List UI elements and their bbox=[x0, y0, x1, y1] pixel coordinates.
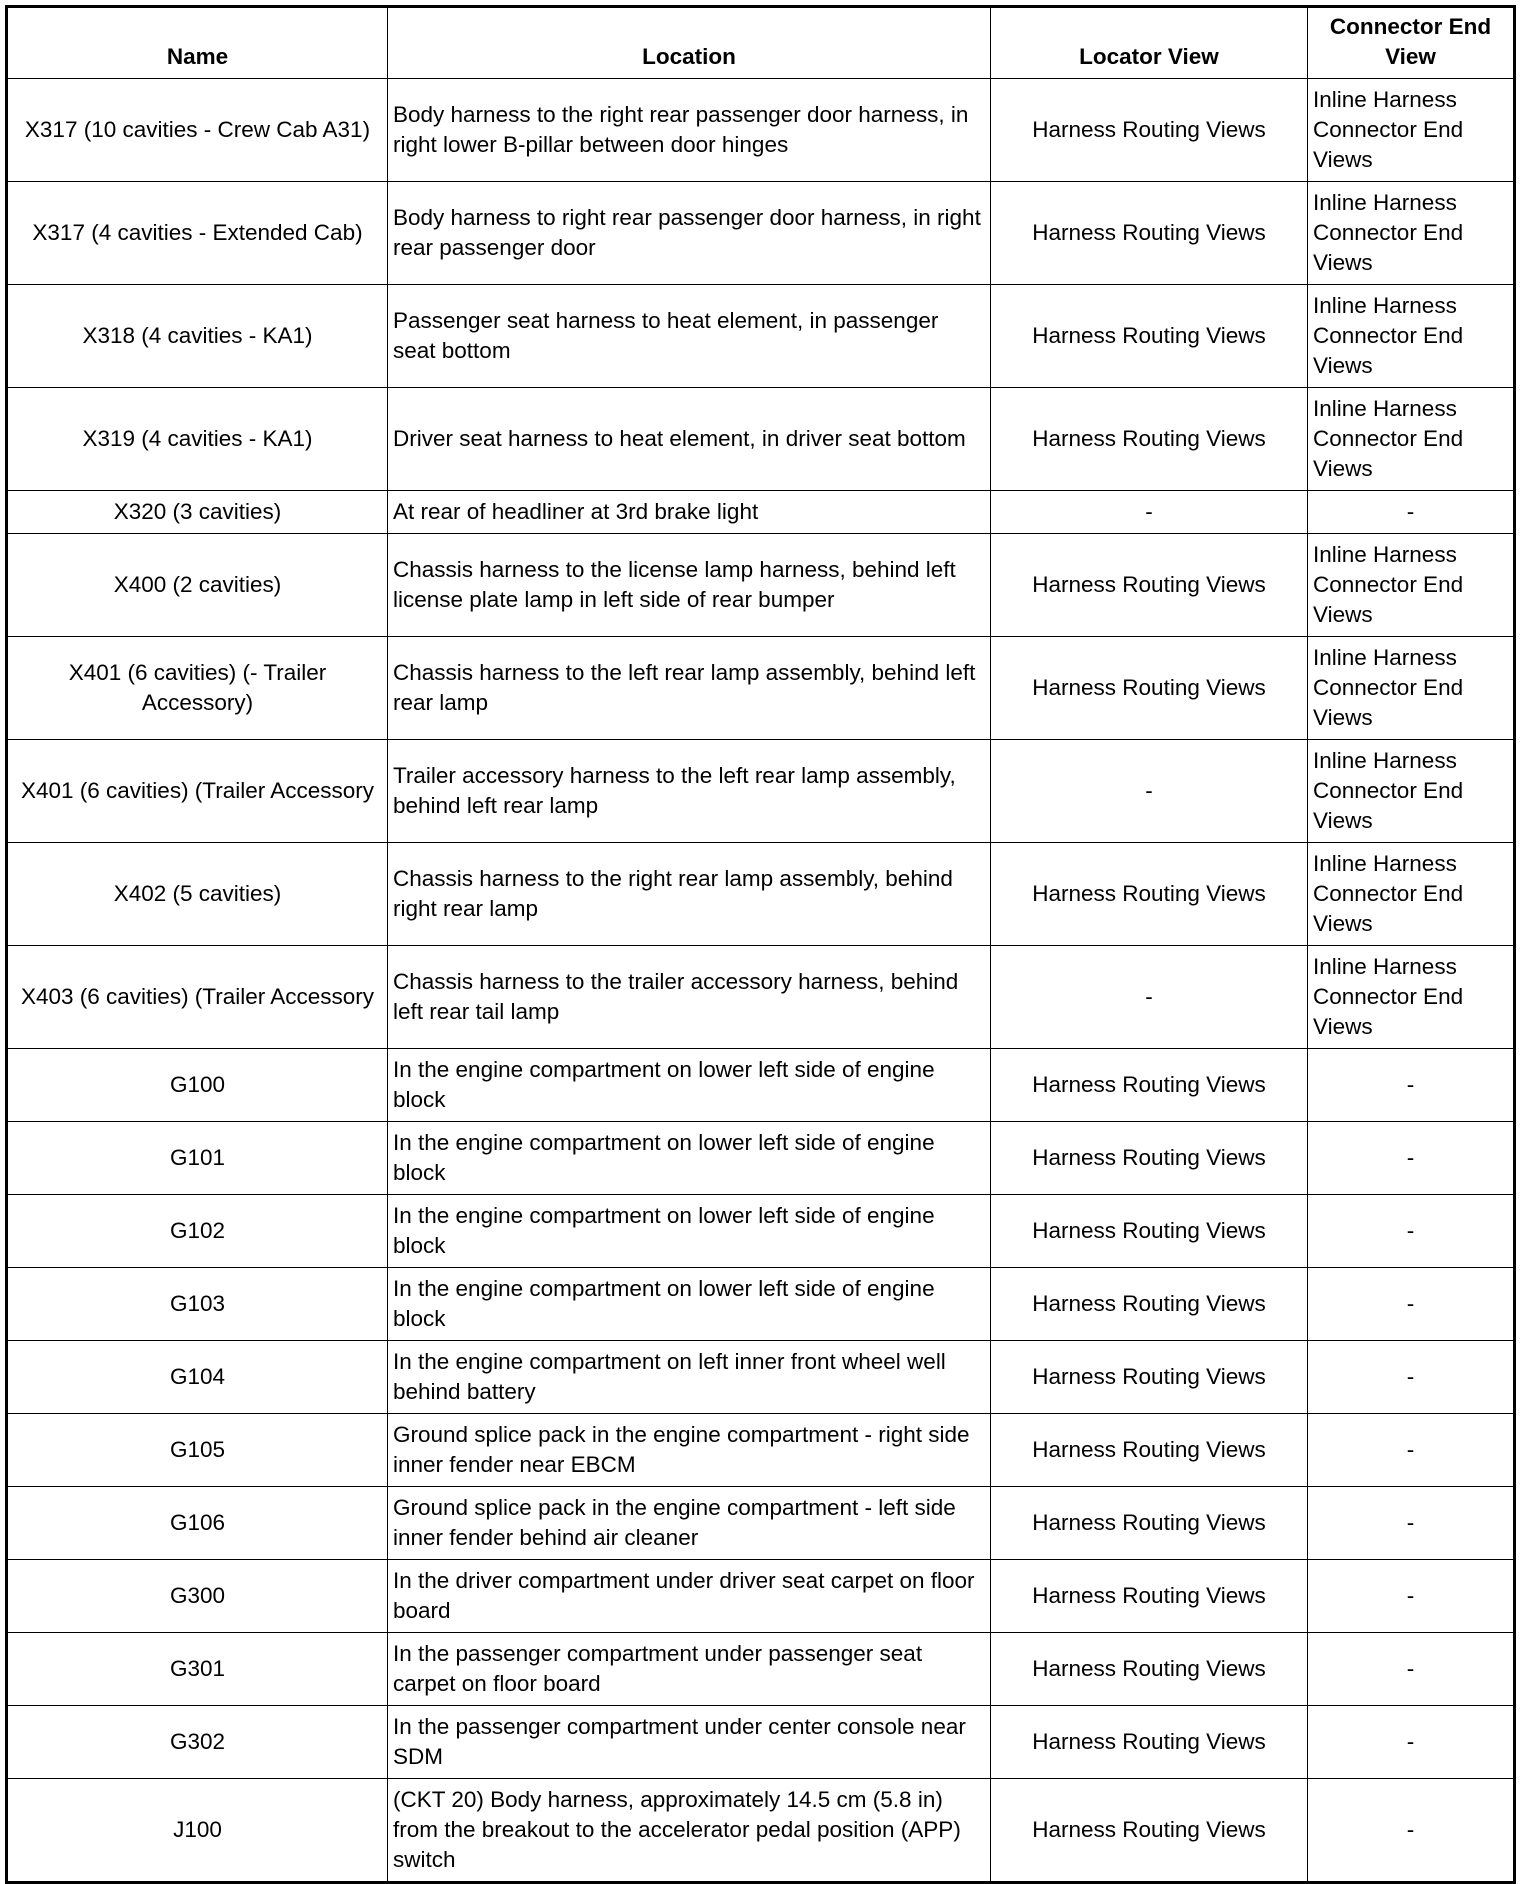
cell-locator-view: Harness Routing Views bbox=[991, 1706, 1308, 1779]
cell-connector-end-view: - bbox=[1308, 1268, 1515, 1341]
table-row bbox=[7, 637, 1515, 740]
cell-connector-end-view: - bbox=[1308, 1122, 1515, 1195]
cell-locator-view: - bbox=[991, 491, 1308, 534]
cell-connector-end-view: Inline Harness Connector End Views bbox=[1308, 740, 1515, 843]
cell-connector-end-view: Inline Harness Connector End Views bbox=[1308, 79, 1515, 182]
cell-location: In the engine compartment on left inner front wheel well behind battery bbox=[388, 1341, 991, 1414]
cell-locator-view: - bbox=[991, 740, 1308, 843]
cell-locator-view: Harness Routing Views bbox=[991, 1341, 1308, 1414]
cell-connector-end-view: - bbox=[1308, 1560, 1515, 1633]
cell-locator-view: Harness Routing Views bbox=[991, 637, 1308, 740]
cell-name: X401 (6 cavities) (Trailer Accessory bbox=[7, 740, 388, 843]
table-row bbox=[7, 1341, 1515, 1414]
cell-location: At rear of headliner at 3rd brake light bbox=[388, 491, 991, 534]
cell-connector-end-view: - bbox=[1308, 491, 1515, 534]
cell-connector-end-view: Inline Harness Connector End Views bbox=[1308, 637, 1515, 740]
cell-locator-view: Harness Routing Views bbox=[991, 843, 1308, 946]
cell-connector-end-view: Inline Harness Connector End Views bbox=[1308, 285, 1515, 388]
table-row bbox=[7, 285, 1515, 388]
cell-location: In the driver compartment under driver seat carpet on floor board bbox=[388, 1560, 991, 1633]
header-connector-end-view: Connector End View bbox=[1308, 7, 1515, 79]
cell-name: X401 (6 cavities) (- Trailer Accessory) bbox=[7, 637, 388, 740]
cell-locator-view: Harness Routing Views bbox=[991, 285, 1308, 388]
cell-connector-end-view: Inline Harness Connector End Views bbox=[1308, 388, 1515, 491]
cell-name: G101 bbox=[7, 1122, 388, 1195]
cell-location: Body harness to the right rear passenger door harness, in right lower B-pillar between door hinges bbox=[388, 79, 991, 182]
cell-location: In the passenger compartment under center console near SDM bbox=[388, 1706, 991, 1779]
cell-name: J100 bbox=[7, 1779, 388, 1883]
header-locator-view: Locator View bbox=[991, 7, 1308, 79]
table-row bbox=[7, 1779, 1515, 1883]
cell-location: In the engine compartment on lower left side of engine block bbox=[388, 1122, 991, 1195]
cell-location: (CKT 20) Body harness, approximately 14.5 cm (5.8 in) from the breakout to the accelerator pedal position (APP) switch bbox=[388, 1779, 991, 1883]
table-row bbox=[7, 491, 1515, 534]
cell-locator-view: Harness Routing Views bbox=[991, 1195, 1308, 1268]
table-row bbox=[7, 1049, 1515, 1122]
table-row bbox=[7, 1560, 1515, 1633]
cell-location: Driver seat harness to heat element, in driver seat bottom bbox=[388, 388, 991, 491]
cell-connector-end-view: Inline Harness Connector End Views bbox=[1308, 534, 1515, 637]
cell-connector-end-view: - bbox=[1308, 1414, 1515, 1487]
cell-name: G103 bbox=[7, 1268, 388, 1341]
connector-location-table bbox=[5, 5, 1516, 1884]
cell-locator-view: Harness Routing Views bbox=[991, 182, 1308, 285]
cell-connector-end-view: - bbox=[1308, 1195, 1515, 1268]
cell-name: X320 (3 cavities) bbox=[7, 491, 388, 534]
cell-connector-end-view: Inline Harness Connector End Views bbox=[1308, 182, 1515, 285]
cell-name: X403 (6 cavities) (Trailer Accessory bbox=[7, 946, 388, 1049]
cell-location: Trailer accessory harness to the left rear lamp assembly, behind left rear lamp bbox=[388, 740, 991, 843]
header-location: Location bbox=[388, 7, 991, 79]
header-row bbox=[7, 7, 1515, 79]
cell-location: In the engine compartment on lower left side of engine block bbox=[388, 1195, 991, 1268]
table-row bbox=[7, 1706, 1515, 1779]
cell-connector-end-view: - bbox=[1308, 1049, 1515, 1122]
cell-location: In the engine compartment on lower left side of engine block bbox=[388, 1049, 991, 1122]
cell-name: G301 bbox=[7, 1633, 388, 1706]
cell-connector-end-view: - bbox=[1308, 1706, 1515, 1779]
table-row bbox=[7, 1414, 1515, 1487]
cell-name: G302 bbox=[7, 1706, 388, 1779]
cell-location: In the passenger compartment under passenger seat carpet on floor board bbox=[388, 1633, 991, 1706]
cell-location: Body harness to right rear passenger door harness, in right rear passenger door bbox=[388, 182, 991, 285]
table-row bbox=[7, 79, 1515, 182]
cell-location: Passenger seat harness to heat element, in passenger seat bottom bbox=[388, 285, 991, 388]
cell-connector-end-view: Inline Harness Connector End Views bbox=[1308, 843, 1515, 946]
table-row bbox=[7, 182, 1515, 285]
cell-name: X400 (2 cavities) bbox=[7, 534, 388, 637]
table-row bbox=[7, 1122, 1515, 1195]
cell-location: Chassis harness to the trailer accessory harness, behind left rear tail lamp bbox=[388, 946, 991, 1049]
table-row bbox=[7, 946, 1515, 1049]
cell-location: Ground splice pack in the engine compartment - left side inner fender behind air cleaner bbox=[388, 1487, 991, 1560]
table-row bbox=[7, 388, 1515, 491]
cell-locator-view: Harness Routing Views bbox=[991, 534, 1308, 637]
cell-locator-view: Harness Routing Views bbox=[991, 1560, 1308, 1633]
cell-location: Chassis harness to the left rear lamp assembly, behind left rear lamp bbox=[388, 637, 991, 740]
cell-connector-end-view: - bbox=[1308, 1633, 1515, 1706]
cell-name: G105 bbox=[7, 1414, 388, 1487]
cell-name: G100 bbox=[7, 1049, 388, 1122]
cell-name: G102 bbox=[7, 1195, 388, 1268]
cell-locator-view: Harness Routing Views bbox=[991, 79, 1308, 182]
table-row bbox=[7, 1633, 1515, 1706]
cell-name: G300 bbox=[7, 1560, 388, 1633]
cell-connector-end-view: Inline Harness Connector End Views bbox=[1308, 946, 1515, 1049]
table-row bbox=[7, 1268, 1515, 1341]
cell-connector-end-view: - bbox=[1308, 1487, 1515, 1560]
cell-location: In the engine compartment on lower left side of engine block bbox=[388, 1268, 991, 1341]
cell-locator-view: Harness Routing Views bbox=[991, 1487, 1308, 1560]
cell-locator-view: Harness Routing Views bbox=[991, 1779, 1308, 1883]
cell-locator-view: Harness Routing Views bbox=[991, 1122, 1308, 1195]
cell-name: G106 bbox=[7, 1487, 388, 1560]
cell-location: Chassis harness to the right rear lamp assembly, behind right rear lamp bbox=[388, 843, 991, 946]
cell-connector-end-view: - bbox=[1308, 1341, 1515, 1414]
cell-name: X318 (4 cavities - KA1) bbox=[7, 285, 388, 388]
cell-connector-end-view: - bbox=[1308, 1779, 1515, 1883]
cell-name: X402 (5 cavities) bbox=[7, 843, 388, 946]
table-row bbox=[7, 843, 1515, 946]
cell-locator-view: - bbox=[991, 946, 1308, 1049]
cell-location: Ground splice pack in the engine compartment - right side inner fender near EBCM bbox=[388, 1414, 991, 1487]
table-row bbox=[7, 534, 1515, 637]
cell-locator-view: Harness Routing Views bbox=[991, 1268, 1308, 1341]
cell-name: X319 (4 cavities - KA1) bbox=[7, 388, 388, 491]
cell-name: G104 bbox=[7, 1341, 388, 1414]
cell-locator-view: Harness Routing Views bbox=[991, 1049, 1308, 1122]
header-name: Name bbox=[7, 7, 388, 79]
table-row bbox=[7, 1487, 1515, 1560]
table-row bbox=[7, 1195, 1515, 1268]
cell-locator-view: Harness Routing Views bbox=[991, 1414, 1308, 1487]
cell-name: X317 (10 cavities - Crew Cab A31) bbox=[7, 79, 388, 182]
cell-locator-view: Harness Routing Views bbox=[991, 1633, 1308, 1706]
cell-name: X317 (4 cavities - Extended Cab) bbox=[7, 182, 388, 285]
cell-location: Chassis harness to the license lamp harness, behind left license plate lamp in left side of rear bumper bbox=[388, 534, 991, 637]
table-row bbox=[7, 740, 1515, 843]
cell-locator-view: Harness Routing Views bbox=[991, 388, 1308, 491]
